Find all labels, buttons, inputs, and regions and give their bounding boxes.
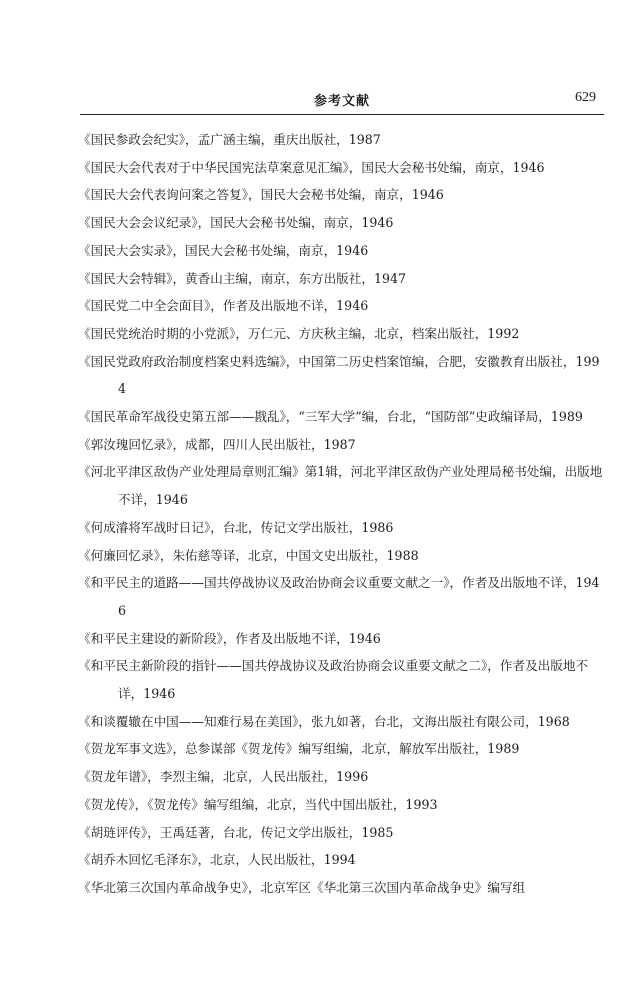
bibliography-entry: 《国民大会特辑》，黄香山主编，南京，东方出版社，1947	[78, 270, 407, 286]
bibliography-entry: 《何成濬将军战时日记》，台北，传记文学出版社，1986	[78, 519, 394, 535]
bibliography-entry: 《贺龙传》，《贺龙传》编写组编，北京，当代中国出版社，1993	[78, 796, 438, 812]
bibliography-entry: 《国民大会代表询问案之答复》，国民大会秘书处编，南京，1946	[78, 187, 444, 203]
bibliography-entry: 《国民大会代表对于中华民国宪法草案意见汇编》，国民大会秘书处编，南京，1946	[78, 159, 545, 175]
page-number: 629	[575, 90, 596, 105]
bibliography-entry: 《胡琏评传》，王禹廷著，台北，传记文学出版社，1985	[78, 824, 394, 840]
bibliography-entry: 《和平民主建设的新阶段》，作者及出版地不详，1946	[78, 630, 381, 646]
bibliography-entry: 《和平民主新阶段的指针——国共停战协议及政治协商会议重要文献之二》，作者及出版地不详，1946	[78, 658, 589, 702]
bibliography-entry: 《河北平津区敌伪产业处理局章则汇编》第1辑，河北平津区敌伪产业处理局秘书处编，出版地不详，1946	[78, 464, 603, 508]
bibliography-entry: 《华北第三次国内革命战争史》，北京军区《华北第三次国内革命战争史》编写组	[78, 879, 526, 895]
running-header	[80, 84, 604, 115]
bibliography-entry: 《贺龙军事文选》，总参谋部《贺龙传》编写组编，北京，解放军出版社，1989	[78, 741, 520, 757]
bibliography-entry: 《和平民主的道路——国共停战协议及政治协商会议重要文献之一》，作者及出版地不详，1946	[78, 575, 600, 618]
bibliography-entry: 《何廉回忆录》，朱佑慈等译，北京，中国文史出版社，1988	[78, 547, 419, 563]
bibliography-entry: 《国民党统治时期的小党派》，万仁元、方庆秋主编，北京，档案出版社，1992	[78, 325, 520, 341]
bibliography-entry: 《国民党二中全会面目》，作者及出版地不详，1946	[78, 298, 369, 314]
bibliography-entry: 《贺龙年谱》，李烈主编，北京，人民出版社，1996	[78, 769, 369, 785]
bibliography-entry: 《国民革命军战役史第五部——戡乱》，“三军大学”编，台北，“国防部”史政编译局，1989	[78, 409, 583, 425]
bibliography-entry: 《胡乔木回忆毛泽东》，北京，人民出版社，1994	[78, 852, 356, 868]
bibliography-entry: 《国民大会实录》，国民大会秘书处编，南京，1946	[78, 242, 369, 258]
bibliography-entry: 《郭汝瑰回忆录》，成都，四川人民出版社，1987	[78, 436, 356, 452]
bibliography-list	[78, 126, 604, 902]
bibliography-entry: 《国民党政府政治制度档案史料选编》，中国第二历史档案馆编，合肥，安徽教育出版社，1994	[78, 353, 600, 397]
running-title: 参考文献	[313, 94, 370, 109]
bibliography-entry: 《国民参政会纪实》，孟广涵主编，重庆出版社，1987	[78, 132, 381, 147]
bibliography-entry: 《和谈覆辙在中国——知难行易在美国》，张九如著，台北，文海出版社有限公司，1968	[78, 713, 570, 729]
bibliography-entry: 《国民大会会议纪录》，国民大会秘书处编，南京，1946	[78, 215, 394, 231]
